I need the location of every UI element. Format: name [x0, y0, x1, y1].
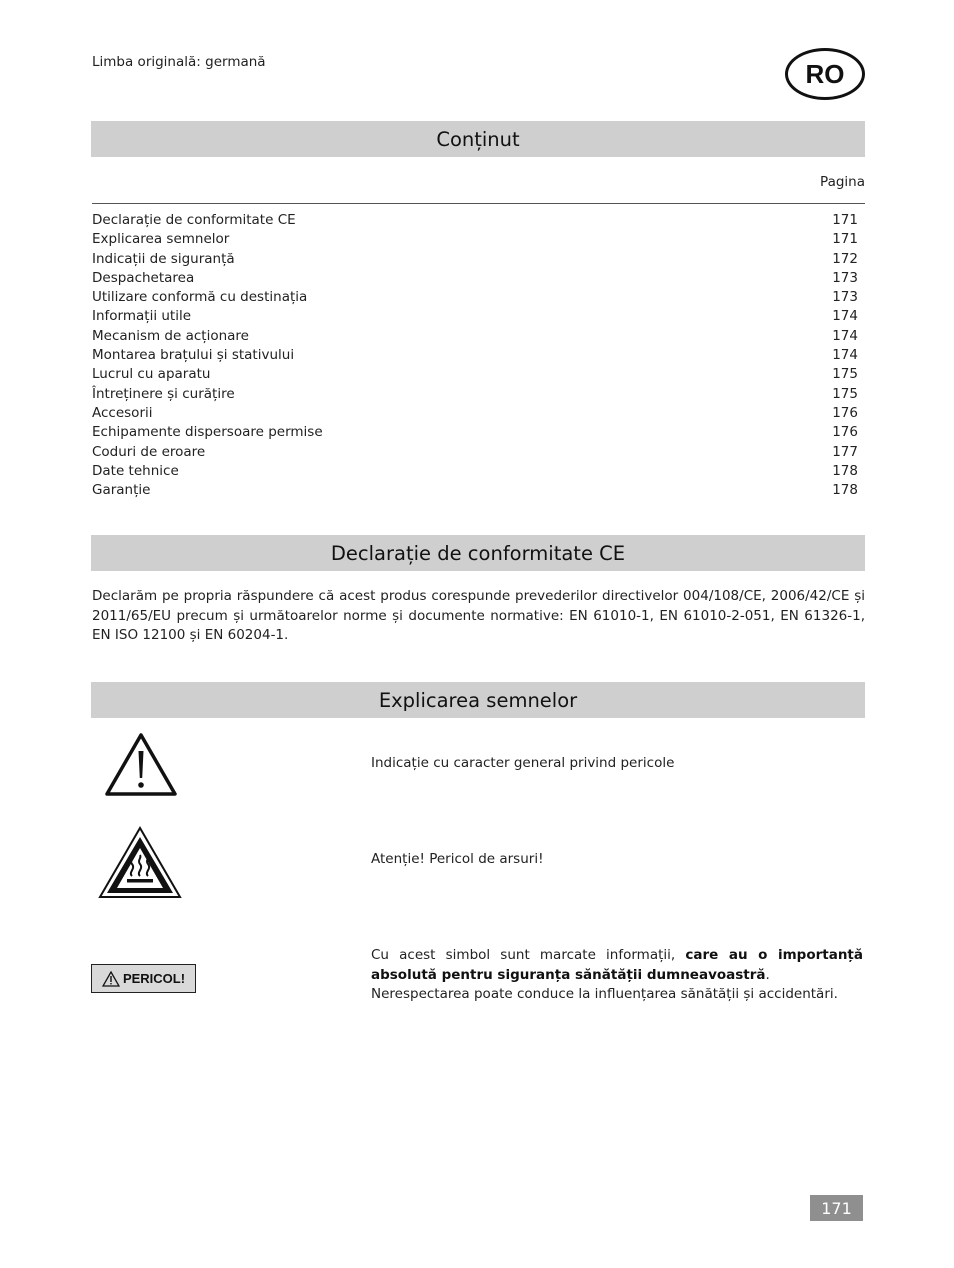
toc-page: 174 [832, 308, 858, 325]
toc-label: Indicații de siguranță [92, 250, 235, 267]
small-warning-icon [102, 971, 120, 987]
toc-row[interactable] [92, 288, 858, 307]
toc-row[interactable] [92, 269, 858, 288]
toc-row[interactable] [92, 365, 858, 384]
toc-row[interactable] [92, 230, 858, 249]
danger-description [371, 946, 863, 1005]
danger-label-box [91, 964, 196, 993]
declaration-heading: Declarație de conformitate CE [91, 535, 865, 571]
danger-label: PERICOL! [122, 971, 186, 986]
toc-page: 174 [832, 327, 858, 344]
toc-row[interactable] [92, 481, 858, 500]
toc-label: Date tehnice [92, 462, 179, 479]
danger-text-end: . [765, 966, 770, 983]
table-of-contents [92, 211, 858, 500]
toc-label: Utilizare conformă cu destinația [92, 289, 308, 306]
toc-row[interactable] [92, 385, 858, 404]
toc-page: 172 [832, 250, 858, 267]
toc-row[interactable] [92, 346, 858, 365]
declaration-text: Declarăm pe propria răspundere că acest produs corespunde prevederilor directivelor 004/108/CE, 2006/42/CE și 2011/65/EU precum și următoarelor norme și documente normative: EN 61010-1, EN 61010-2-051, EN 61326-1, EN ISO 12100 și EN 60204-1. [92, 588, 865, 643]
toc-page: 173 [832, 289, 858, 306]
page-column-label: Pagina [820, 174, 865, 190]
toc-row[interactable] [92, 307, 858, 326]
toc-page: 173 [832, 269, 858, 286]
toc-label: Montarea brațului și stativului [92, 347, 295, 364]
toc-row[interactable] [92, 327, 858, 346]
hot-surface-text: Atenție! Pericol de arsuri! [371, 851, 544, 867]
toc-row[interactable] [92, 404, 858, 423]
toc-label: Declarație de conformitate CE [92, 212, 296, 228]
original-language-note: Limba originală: germană [92, 54, 266, 70]
toc-page: 175 [832, 366, 858, 383]
toc-row[interactable] [92, 250, 858, 269]
toc-label: Despachetarea [92, 269, 195, 286]
general-danger-text: Indicație cu caracter general privind pericole [371, 755, 675, 771]
toc-label: Explicarea semnelor [92, 231, 230, 248]
toc-row[interactable] [92, 211, 858, 230]
toc-page: 176 [832, 404, 858, 421]
toc-label: Mecanism de acționare [92, 327, 249, 344]
toc-label: Coduri de eroare [92, 443, 206, 460]
language-badge: RO [785, 48, 865, 100]
hot-surface-icon [98, 826, 182, 900]
toc-label: Informații utile [92, 308, 192, 325]
toc-page: 177 [832, 443, 858, 460]
contents-divider [92, 203, 865, 204]
toc-label: Garanție [92, 482, 151, 499]
toc-row[interactable] [92, 423, 858, 442]
toc-page: 171 [832, 212, 858, 228]
warning-triangle-icon [104, 731, 178, 797]
symbols-heading: Explicarea semnelor [91, 682, 865, 718]
toc-row[interactable] [92, 462, 858, 481]
toc-label: Echipamente dispersoare permise [92, 424, 323, 441]
toc-label: Întreținere și curățire [92, 385, 235, 402]
toc-page: 178 [832, 462, 858, 479]
danger-text-second: Nerespectarea poate conduce la influențarea sănătății și accidentări. [371, 986, 838, 1002]
danger-text-intro: Cu acest simbol sunt marcate informații, [371, 947, 686, 963]
page-number: 171 [810, 1195, 863, 1221]
toc-label: Lucrul cu aparatu [92, 366, 211, 383]
toc-row[interactable] [92, 443, 858, 462]
toc-page: 175 [832, 385, 858, 402]
toc-page: 174 [832, 347, 858, 364]
toc-page: 178 [832, 482, 858, 499]
toc-page: 176 [832, 424, 858, 441]
toc-label: Accesorii [92, 404, 153, 421]
contents-heading: Conținut [91, 121, 865, 157]
toc-page: 171 [832, 231, 858, 248]
danger-text-bold: care au o importanță absolută pentru siguranța sănătății dumneavoastră [371, 947, 863, 983]
